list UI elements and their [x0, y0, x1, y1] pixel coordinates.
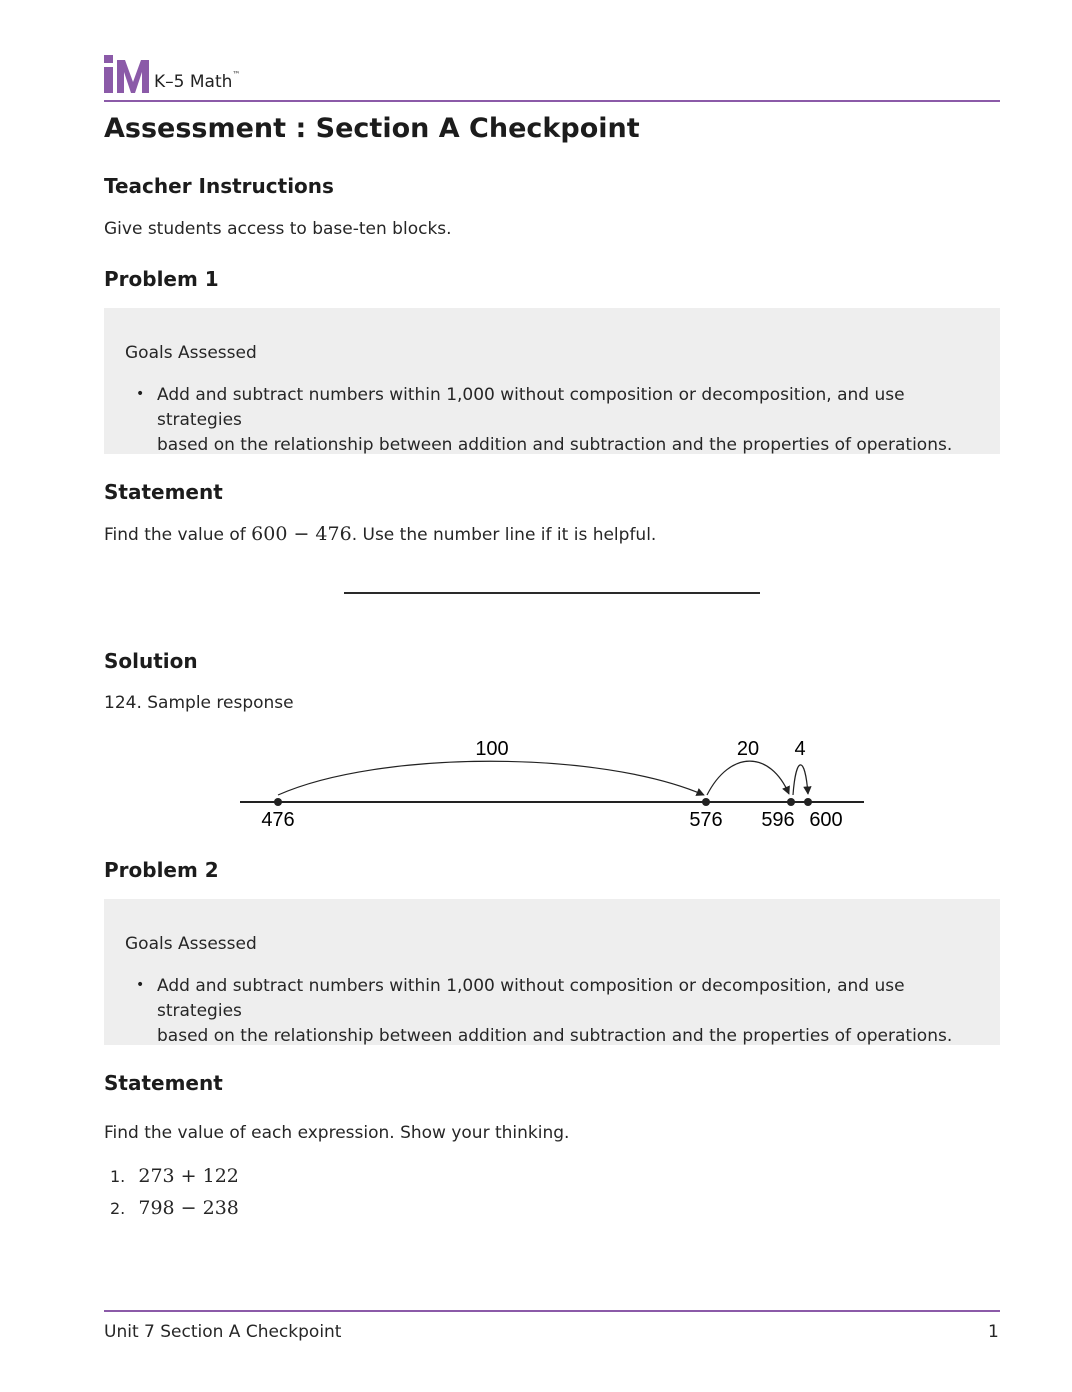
number-line-diagram [0, 725, 1072, 840]
expression: 798 − 238 [138, 1197, 239, 1219]
solution-heading: Solution [104, 649, 198, 673]
problem-1-statement-heading: Statement [104, 480, 223, 504]
problem-2-statement-heading: Statement [104, 1071, 223, 1095]
jump-label-4: 4 [794, 738, 806, 760]
goal-text: Add and subtract numbers within 1,000 without composition or decomposition, and use strategies based on the relationship between addition and subtraction and the properties of operations. [157, 385, 953, 455]
problem-2-heading: Problem 2 [104, 858, 219, 882]
solution-text: 124. Sample response [104, 693, 294, 713]
footer-title: Unit 7 Section A Checkpoint [104, 1322, 342, 1342]
goals-title: Goals Assessed [125, 934, 257, 954]
logo-mark-icon [104, 55, 150, 95]
footer-rule [104, 1310, 1000, 1312]
problem-1-statement: Find the value of 600 − 476. Use the number line if it is helpful. [104, 523, 657, 545]
problem-2-goals-box [104, 899, 1000, 1045]
jump-arc-20 [707, 761, 789, 795]
list-item: 2. 798 − 238 [110, 1197, 239, 1219]
goal-text: Add and subtract numbers within 1,000 without composition or decomposition, and use strategies based on the relationship between addition and subtraction and the properties of operations. [157, 976, 953, 1046]
statement-expression: 600 − 476 [251, 523, 352, 545]
page-number: 1 [988, 1322, 999, 1342]
tick-label-576: 576 [689, 809, 723, 831]
goals-title: Goals Assessed [125, 343, 257, 363]
jump-arc-4 [793, 765, 808, 795]
logo-subtitle: K–5 Math™ [154, 70, 241, 92]
jump-label-100: 100 [475, 738, 509, 760]
point-600 [804, 798, 812, 806]
jump-label-20: 20 [736, 738, 760, 760]
tick-label-596: 596 [761, 809, 795, 831]
teacher-instructions-text: Give students access to base-ten blocks. [104, 219, 452, 239]
jump-arc-100 [278, 761, 704, 795]
bullet-icon: • [136, 977, 145, 993]
tick-label-600: 600 [809, 809, 843, 831]
teacher-instructions-heading: Teacher Instructions [104, 174, 334, 198]
bullet-icon: • [136, 386, 145, 402]
point-576 [702, 798, 710, 806]
problem-1-goals-box [104, 308, 1000, 454]
answer-blank-line [344, 592, 760, 594]
list-item: 1. 273 + 122 [110, 1165, 239, 1187]
header-rule [104, 100, 1000, 102]
point-596 [787, 798, 795, 806]
point-476 [274, 798, 282, 806]
problem-1-heading: Problem 1 [104, 267, 219, 291]
page-title: Assessment : Section A Checkpoint [104, 113, 640, 144]
expression: 273 + 122 [138, 1165, 239, 1187]
problem-2-statement: Find the value of each expression. Show your thinking. [104, 1123, 570, 1143]
tick-label-476: 476 [261, 809, 295, 831]
im-logo [104, 55, 240, 95]
